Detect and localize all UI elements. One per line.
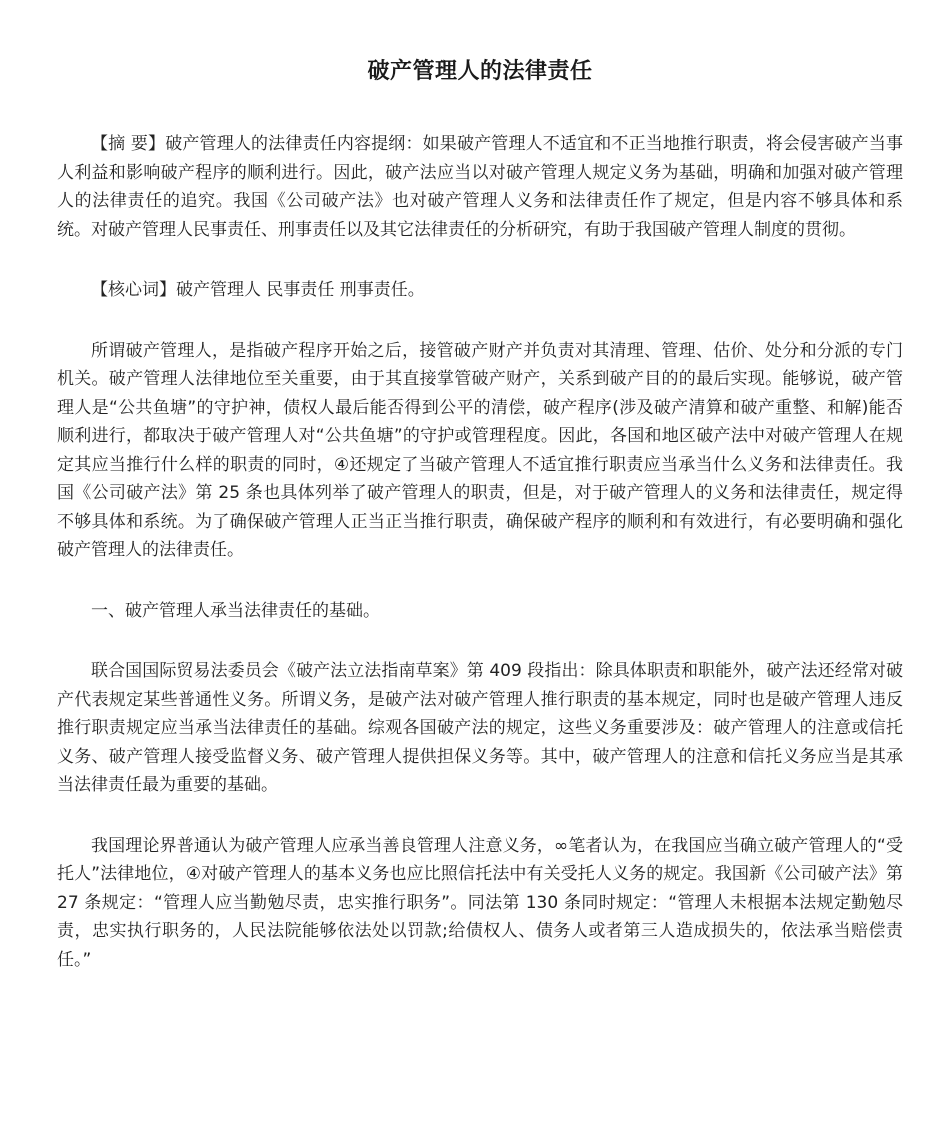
abstract-paragraph: 【摘 要】破产管理人的法律责任内容提纲：如果破产管理人不适宜和不正当地推行职责，将会侵害破产当事人利益和影响破产程序的顺利进行。因此，破产法应当以对破产管理人规定义务为基础，明确和加强对破产管理人的法律责任的追究。我国《公司破产法》也对破产管理人义务和法律责任作了规定，但是内容不够具体和系统。对破产管理人民事责任、刑事责任以及其它法律责任的分析研究，有助于我国破产管理人制度的贯彻。 [57, 134, 903, 240]
keywords-paragraph: 【核心词】破产管理人 民事责任 刑事责任。 [91, 280, 425, 300]
document-title: 破产管理人的法律责任 [367, 59, 593, 84]
body-paragraph: 所谓破产管理人，是指破产程序开始之后，接管破产财产并负责对其清理、管理、估价、处分和分派的专门机关。破产管理人法律地位至关重要，由于其直接掌管破产财产，关系到破产目的的最后实现。能够说，破产管理人是“公共鱼塘”的守护神，债权人最后能否得到公平的清偿，破产程序(涉及破产清算和破产重整、和解)能否顺利进行，都取决于破产管理人对“公共鱼塘”的守护或管理程度。因此，各国和地区破产法中对破产管理人在规定其应当推行什么样的职责的同时，④还规定了当破产管理人不适宜推行职责应当承当什么义务和法律责任。我国《公司破产法》第 25 条也具体列举了破产管理人的职责，但是，对于破产管理人的义务和法律责任，规定得不够具体和系统。为了确保破产管理人正当正当推行职责，确保破产程序的顺利和有效进行，有必要明确和强化破产管理人的法律责任。 [57, 340, 903, 560]
body-paragraph: 联合国国际贸易法委员会《破产法立法指南草案》第 409 段指出：除具体职责和职能外，破产法还经常对破产代表规定某些普通性义务。所谓义务，是破产法对破产管理人推行职责的基本规定，同时也是破产管理人违反推行职责规定应当承当法律责任的基础。综观各国破产法的规定，这些义务重要涉及：破产管理人的注意或信托义务、破产管理人接受监督义务、破产管理人提供担保义务等。其中，破产管理人的注意和信托义务应当是其承当法律责任最为重要的基础。 [57, 661, 903, 795]
body-paragraph: 我国理论界普通认为破产管理人应承当善良管理人注意义务，∞笔者认为，在我国应当确立破产管理人的“受托人”法律地位，④对破产管理人的基本义务也应比照信托法中有关受托人义务的规定。我国新《公司破产法》第 27 条规定：“管理人应当勤勉尽责，忠实推行职务”。同法第 130 条同时规定：“管理人未根据本法规定勤勉尽责，忠实执行职务的，人民法院能够依法处以罚款;给债权人、债务人或者第三人造成损失的，依法承当赔偿责任。” [57, 835, 903, 970]
section-heading: 一、破产管理人承当法律责任的基础。 [91, 600, 380, 621]
